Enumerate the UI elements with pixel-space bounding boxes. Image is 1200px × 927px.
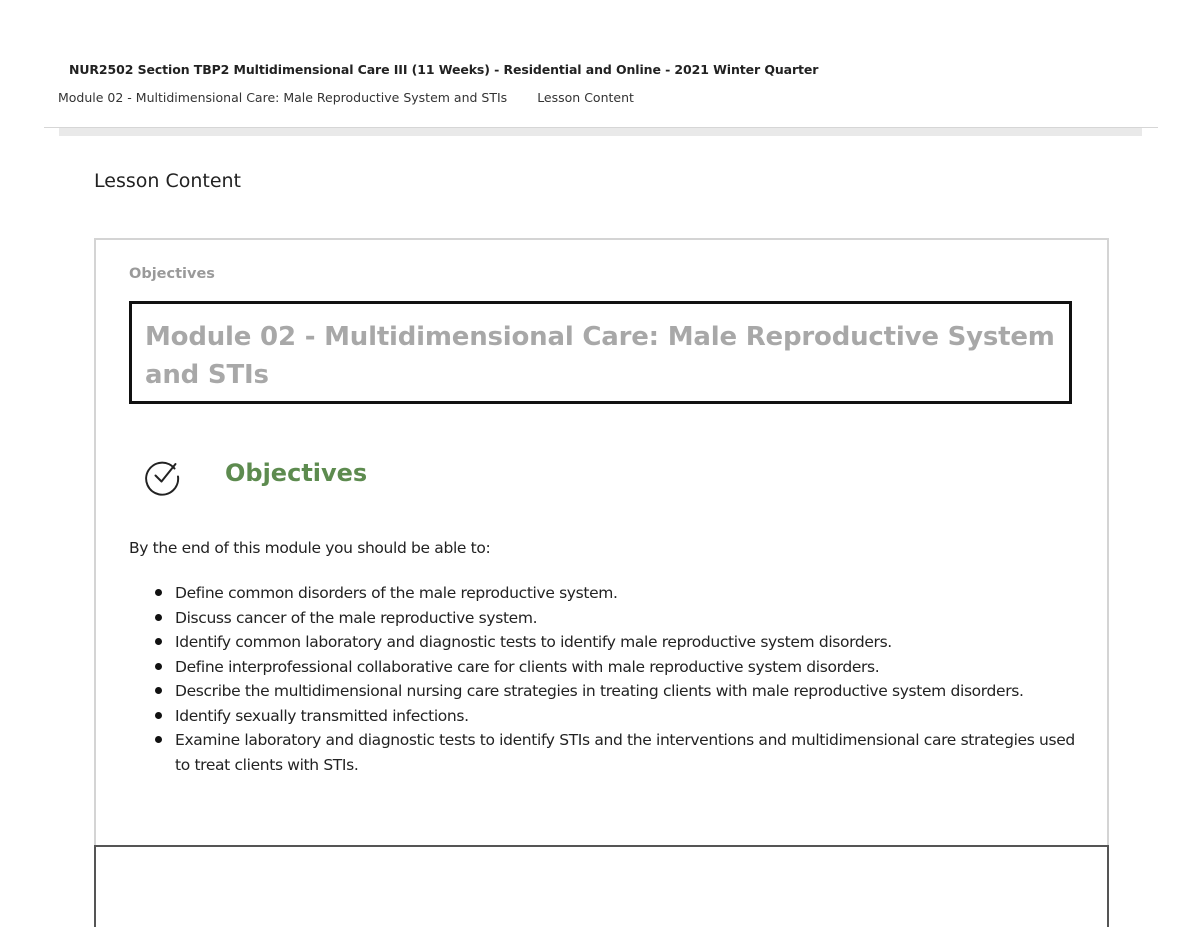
check-circle-icon	[143, 456, 183, 496]
objective-item: Examine laboratory and diagnostic tests to identify STIs and the interventions and multidimensional care strategies used to treat clients with STIs.	[155, 728, 1075, 777]
header-shadow-bar	[59, 128, 1142, 136]
next-content-block	[94, 845, 1109, 927]
objective-item: Identify common laboratory and diagnostic tests to identify male reproductive system disorders.	[155, 630, 1075, 655]
module-title: Module 02 - Multidimensional Care: Male Reproductive System and STIs	[145, 322, 1055, 390]
objective-item: Define common disorders of the male reproductive system.	[155, 581, 1075, 606]
module-title-box	[129, 301, 1072, 404]
objective-item: Define interprofessional collaborative care for clients with male reproductive system disorders.	[155, 655, 1075, 680]
objectives-heading: Objectives	[225, 459, 368, 487]
objectives-list	[155, 581, 1075, 777]
objective-item: Identify sexually transmitted infections.	[155, 704, 1075, 729]
objective-item: Discuss cancer of the male reproductive system.	[155, 606, 1075, 631]
objective-item: Describe the multidimensional nursing care strategies in treating clients with male reproductive system disorders.	[155, 679, 1075, 704]
course-title: NUR2502 Section TBP2 Multidimensional Care III (11 Weeks) - Residential and Online - 2021 Winter Quarter	[69, 62, 819, 77]
objectives-intro: By the end of this module you should be able to:	[129, 539, 491, 557]
page-title: Lesson Content	[94, 170, 242, 192]
breadcrumb-lesson-content-link[interactable]: Lesson Content	[537, 90, 634, 105]
breadcrumb-module-link[interactable]: Module 02 - Multidimensional Care: Male Reproductive System and STIs	[58, 90, 508, 105]
section-label: Objectives	[129, 266, 215, 282]
breadcrumb	[58, 90, 634, 105]
